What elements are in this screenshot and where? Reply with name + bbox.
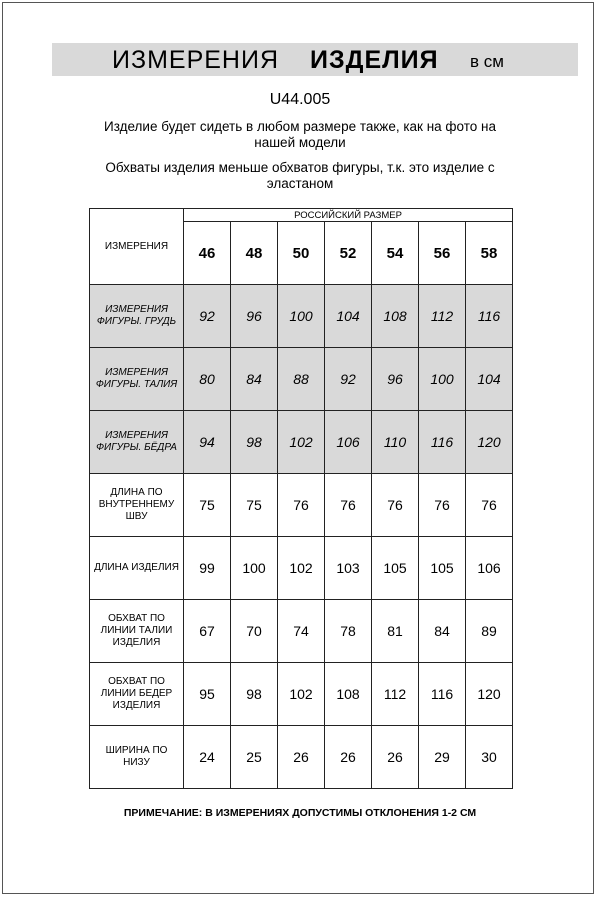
row-label [90,663,184,726]
value-cell: 92 [184,285,231,348]
value-cell: 84 [419,600,466,663]
row-label-line: ИЗДЕЛИЯ [112,700,161,711]
value-cell: 120 [466,663,513,726]
value-cell: 102 [278,663,325,726]
note-elastane-line1: Обхваты изделия меньше обхватов фигуры, т.к. это изделие с [105,160,495,175]
size-header-cell: 56 [419,222,466,285]
value-cell: 25 [231,726,278,789]
value-cell: 76 [372,474,419,537]
table-row [90,663,513,726]
value-cell: 29 [419,726,466,789]
row-label-line: ИЗДЕЛИЯ [112,637,161,648]
value-cell: 96 [372,348,419,411]
note-fit-line2: нашей модели [254,135,346,150]
row-label-line: ОБХВАТ ПО [108,676,165,687]
value-cell: 84 [231,348,278,411]
row-label-line: ФИГУРЫ. ГРУДЬ [96,316,177,327]
row-label-line: ЛИНИИ БЕДЕР [100,688,173,699]
row-label-line: ДЛИНА ПО [110,487,163,498]
row-label [90,726,184,789]
size-caption: РОССИЙСКИЙ РАЗМЕР [184,209,513,222]
row-label [90,474,184,537]
value-cell: 116 [466,285,513,348]
row-label [90,411,184,474]
table-row [90,537,513,600]
size-table [89,208,513,789]
value-cell: 106 [466,537,513,600]
value-cell: 105 [419,537,466,600]
value-cell: 78 [325,600,372,663]
value-cell: 75 [231,474,278,537]
value-cell: 104 [466,348,513,411]
size-header-cell: 58 [466,222,513,285]
size-header-cell: 54 [372,222,419,285]
title-unit: в см [470,52,504,71]
table-caption-row [90,209,513,222]
value-cell: 67 [184,600,231,663]
value-cell: 92 [325,348,372,411]
row-label-line: ЛИНИИ ТАЛИИ [100,625,173,636]
value-cell: 80 [184,348,231,411]
value-cell: 70 [231,600,278,663]
value-cell: 116 [419,411,466,474]
row-label [90,537,184,600]
value-cell: 26 [325,726,372,789]
table-row [90,474,513,537]
value-cell: 102 [278,411,325,474]
row-label-line: ШИРИНА ПО [105,745,168,756]
value-cell: 112 [419,285,466,348]
row-label-line: ВНУТРЕННЕМУ [98,499,175,510]
value-cell: 75 [184,474,231,537]
footnote: ПРИМЕЧАНИЕ: В ИЗМЕРЕНИЯХ ДОПУСТИМЫ ОТКЛОНЕНИЯ 1-2 СМ [123,807,477,819]
value-cell: 26 [278,726,325,789]
value-cell: 103 [325,537,372,600]
article-code: U44.005 [269,91,331,108]
size-header-cell: 46 [184,222,231,285]
value-cell: 104 [325,285,372,348]
size-header-cell: 50 [278,222,325,285]
note-elastane-line2: эластаном [266,176,334,191]
row-label-line: ОБХВАТ ПО [108,613,165,624]
value-cell: 120 [466,411,513,474]
value-cell: 94 [184,411,231,474]
size-header-cell: 48 [231,222,278,285]
value-cell: 108 [372,285,419,348]
row-label [90,285,184,348]
value-cell: 96 [231,285,278,348]
value-cell: 110 [372,411,419,474]
note-fit-line1: Изделие будет сидеть в любом размере также, как на фото на [104,119,496,134]
value-cell: 81 [372,600,419,663]
table-row [90,600,513,663]
value-cell: 76 [419,474,466,537]
value-cell: 76 [278,474,325,537]
value-cell: 106 [325,411,372,474]
row-label-line: ФИГУРЫ. БЁДРА [96,442,177,453]
value-cell: 76 [466,474,513,537]
row-label [90,348,184,411]
row-label [90,600,184,663]
table-row [90,411,513,474]
value-cell: 26 [372,726,419,789]
table-row [90,726,513,789]
row-label-line: ФИГУРЫ. ТАЛИЯ [95,379,178,390]
size-header-cell: 52 [325,222,372,285]
value-cell: 116 [419,663,466,726]
value-cell: 108 [325,663,372,726]
value-cell: 88 [278,348,325,411]
row-label-line: ДЛИНА ИЗДЕЛИЯ [94,562,179,573]
row-label-line: ИЗМЕРЕНИЯ [105,304,168,315]
value-cell: 100 [231,537,278,600]
value-cell: 24 [184,726,231,789]
value-cell: 89 [466,600,513,663]
title-product: ИЗДЕЛИЯ [310,46,439,74]
row-label-line: НИЗУ [123,757,150,768]
title-measurements: ИЗМЕРЕНИЯ [112,46,279,74]
value-cell: 95 [184,663,231,726]
value-cell: 30 [466,726,513,789]
row-label-line: ИЗМЕРЕНИЯ [105,367,168,378]
table-row [90,348,513,411]
value-cell: 102 [278,537,325,600]
value-cell: 100 [278,285,325,348]
value-cell: 74 [278,600,325,663]
title-bar [52,43,578,76]
corner-label: ИЗМЕРЕНИЯ [90,209,184,285]
value-cell: 98 [231,411,278,474]
value-cell: 76 [325,474,372,537]
table-row [90,285,513,348]
row-label-line: ИЗМЕРЕНИЯ [105,430,168,441]
value-cell: 98 [231,663,278,726]
value-cell: 100 [419,348,466,411]
value-cell: 99 [184,537,231,600]
row-label-line: ШВУ [125,511,148,522]
value-cell: 105 [372,537,419,600]
value-cell: 112 [372,663,419,726]
